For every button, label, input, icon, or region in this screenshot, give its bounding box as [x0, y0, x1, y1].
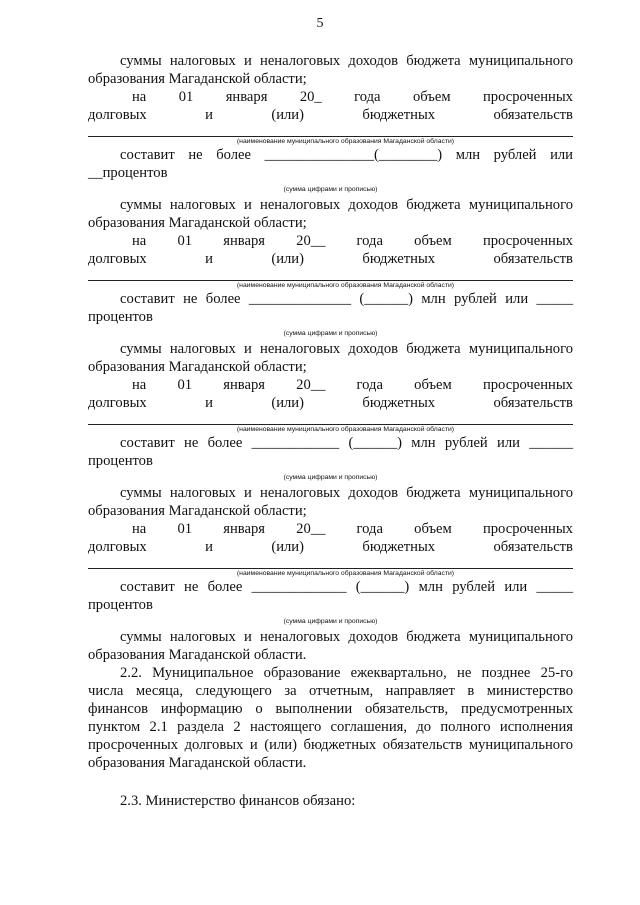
- debt-line: [88, 394, 573, 412]
- paragraph-line: финансов информацию о выполнении обязательств, предусмотренных: [88, 701, 573, 717]
- debt-word: бюджетных: [362, 395, 436, 411]
- name-caption: (наименование муниципального образования Магаданской области): [236, 282, 455, 289]
- region-line: образования Магаданской области;: [88, 359, 307, 375]
- debt-word: (или): [271, 395, 304, 411]
- debt-word: и: [205, 539, 213, 555]
- date-line: [88, 232, 573, 250]
- spacer: [88, 772, 573, 792]
- name-caption: (наименование муниципального образования Магаданской области): [236, 570, 455, 577]
- document-body: [88, 52, 573, 810]
- revenue-line: суммы налоговых и неналоговых доходов бюджета муниципального: [120, 53, 573, 69]
- debt-line: [88, 106, 573, 124]
- date-word: на: [132, 89, 147, 105]
- date-word: на: [132, 377, 147, 393]
- percent-line: __процентов: [88, 165, 168, 181]
- closing-line: суммы налоговых и неналоговых доходов бюджета муниципального: [120, 629, 573, 645]
- debt-word: бюджетных: [362, 107, 436, 123]
- paragraph-2-3: 2.3. Министерство финансов обязано:: [120, 793, 356, 809]
- debt-word: бюджетных: [362, 251, 436, 267]
- amount-line: составит не более ______________ (______) млн рублей или _____: [120, 291, 573, 307]
- date-word: на: [132, 233, 147, 249]
- paragraph-2-2: [88, 664, 573, 772]
- debt-line: [88, 538, 573, 556]
- debt-word: и: [205, 107, 213, 123]
- region-line: образования Магаданской области;: [88, 503, 307, 519]
- date-word: объем: [412, 89, 451, 105]
- fill-in-rule: [88, 270, 573, 281]
- percent-line: процентов: [88, 309, 153, 325]
- closing-region-line: образования Магаданской области.: [88, 647, 307, 663]
- date-word: 01: [177, 377, 193, 393]
- paragraph-line: пунктом 2.1 раздела 2 настоящего соглашения, до полного исполнения: [88, 719, 573, 735]
- debt-word: долговых: [88, 107, 147, 123]
- date-word: января: [225, 89, 268, 105]
- revenue-line: суммы налоговых и неналоговых доходов бюджета муниципального: [120, 341, 573, 357]
- debt-word: (или): [271, 539, 304, 555]
- percent-line: процентов: [88, 597, 153, 613]
- date-word: 01: [177, 521, 193, 537]
- region-line: образования Магаданской области;: [88, 215, 307, 231]
- date-word: просроченных: [482, 89, 573, 105]
- debt-word: (или): [271, 107, 304, 123]
- debt-word: обязательств: [493, 251, 573, 267]
- page-number: 5: [316, 16, 324, 31]
- date-word: объем: [414, 521, 452, 537]
- sum-caption: (сумма цифрами и прописью): [283, 330, 378, 337]
- revenue-line: суммы налоговых и неналоговых доходов бюджета муниципального: [120, 197, 573, 213]
- percent-line: процентов: [88, 453, 153, 469]
- debt-word: и: [205, 395, 213, 411]
- date-word: объем: [414, 233, 452, 249]
- debt-word: долговых: [88, 251, 147, 267]
- sum-caption: (сумма цифрами и прописью): [283, 618, 378, 625]
- date-word: 20__: [296, 377, 326, 393]
- debt-word: бюджетных: [362, 539, 436, 555]
- date-word: января: [223, 377, 265, 393]
- date-word: 01: [177, 233, 193, 249]
- form-block: [88, 196, 573, 338]
- amount-line: составит не более _______________(________) млн рублей или: [120, 147, 573, 163]
- date-word: 01: [178, 89, 194, 105]
- amount-line: составит не более _____________ (______) млн рублей или _____: [120, 579, 573, 595]
- form-block: [88, 484, 573, 626]
- fill-in-rule: [88, 558, 573, 569]
- date-word: просроченных: [482, 377, 573, 393]
- date-word: года: [356, 233, 383, 249]
- debt-word: обязательств: [493, 107, 573, 123]
- date-word: 20__: [296, 233, 326, 249]
- form-block: [88, 52, 573, 194]
- debt-word: долговых: [88, 395, 147, 411]
- date-word: просроченных: [482, 233, 573, 249]
- sum-caption: (сумма цифрами и прописью): [283, 474, 378, 481]
- debt-line: [88, 250, 573, 268]
- date-line: [88, 520, 573, 538]
- date-word: 20__: [296, 521, 326, 537]
- paragraph-line: 2.2. Муниципальное образование ежеквартально, не позднее 25-го: [120, 665, 573, 681]
- date-word: на: [132, 521, 147, 537]
- date-word: 20_: [299, 89, 322, 105]
- name-caption: (наименование муниципального образования Магаданской области): [236, 426, 455, 433]
- debt-word: обязательств: [493, 539, 573, 555]
- date-word: года: [356, 377, 383, 393]
- sum-caption: (сумма цифрами и прописью): [283, 186, 378, 193]
- date-word: января: [223, 233, 265, 249]
- date-line: [88, 376, 573, 394]
- date-line: [88, 88, 573, 106]
- amount-line: составит не более ____________ (______) млн рублей или ______: [120, 435, 573, 451]
- date-word: года: [356, 521, 383, 537]
- date-word: просроченных: [482, 521, 573, 537]
- name-caption: (наименование муниципального образования Магаданской области): [236, 138, 455, 145]
- debt-word: обязательств: [493, 395, 573, 411]
- debt-word: долговых: [88, 539, 147, 555]
- fill-in-rule: [88, 126, 573, 137]
- date-word: года: [354, 89, 381, 105]
- paragraph-line: образования Магаданской области.: [88, 755, 307, 771]
- date-word: объем: [414, 377, 452, 393]
- date-word: января: [223, 521, 265, 537]
- revenue-line: суммы налоговых и неналоговых доходов бюджета муниципального: [120, 485, 573, 501]
- region-line: образования Магаданской области;: [88, 71, 307, 87]
- form-block: [88, 340, 573, 482]
- paragraph-line: числа месяца, следующего за отчетным, направляет в министерство: [88, 683, 573, 699]
- debt-word: и: [205, 251, 213, 267]
- debt-word: (или): [271, 251, 304, 267]
- paragraph-line: просроченных долговых и (или) бюджетных обязательств муниципального: [88, 737, 573, 753]
- fill-in-rule: [88, 414, 573, 425]
